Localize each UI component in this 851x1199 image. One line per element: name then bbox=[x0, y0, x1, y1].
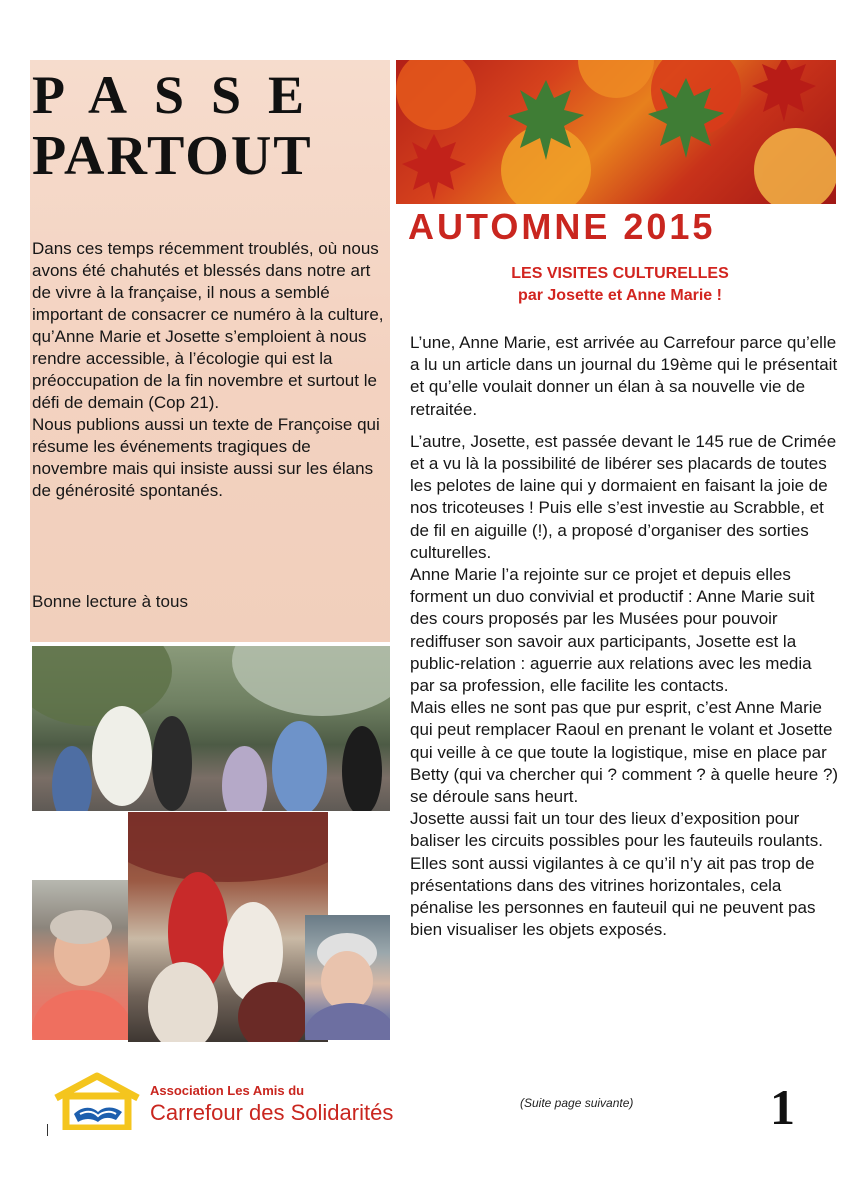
house-handshake-icon bbox=[52, 1072, 142, 1130]
continued-note: (Suite page suivante) bbox=[520, 1096, 634, 1110]
article-paragraph-3: Anne Marie l’a rejointe sur ce projet et depuis elles forment un duo convivial et productif : Anne Marie suit des cours proposés par les Musées pour pouvoir rediffuser son savoir aux participants, Josette est la public-relation : aguerrie aux relations avec les media par sa profession, elle facilite les contacts. bbox=[410, 565, 815, 696]
organization-line-2: Carrefour des Solidarités bbox=[150, 1100, 394, 1125]
organization-line-1: Association Les Amis du bbox=[150, 1083, 305, 1098]
intro-paragraph-2: Nous publions aussi un texte de Françoise qui résume les événements tragiques de novembre mais qui insiste aussi sur les élans de générosité spontanés. bbox=[32, 415, 380, 500]
maple-leaves-icon bbox=[396, 60, 836, 204]
issue-season: AUTOMNE 2015 bbox=[408, 206, 716, 247]
article-byline: par Josette et Anne Marie ! bbox=[518, 287, 722, 304]
intro-text bbox=[32, 238, 388, 502]
photo-group-visit bbox=[32, 646, 390, 811]
article-paragraph-5: Josette aussi fait un tour des lieux d’exposition pour baliser les circuits possibles pour les fauteuils roulants. Elles sont aussi vigilantes à ce qu’il n’y ait pas trop de présentations dans des vitrines horizontales, cela pénalise les personnes en fauteuil qui ne peuvent pas bien visualiser les objets exposés. bbox=[410, 809, 823, 940]
article-paragraph-4: Mais elles ne sont pas que pur esprit, c’est Anne Marie qui peut remplacer Raoul en prenant le volant et Josette qui veille à ce que toute la logistique, mise en place par Betty (qui va chercher qui ? comment ? à quelle heure ?) se déroule sans heurt. bbox=[410, 698, 839, 807]
article-paragraph-2: L’autre, Josette, est passée devant le 145 rue de Crimée et a vu là la possibilité de libérer ses placards de toutes les pelotes de laine qui y dormaient en faisant la joie de nos tricoteuses ! Puis elle s’est investie au Scrabble, et de fil en aiguille (!), a proposé d’organiser des sorties culturelles. bbox=[410, 431, 837, 562]
intro-paragraph-1: Dans ces temps récemment troublés, où nous avons été chahutés et blessés dans notre art de vivre à la française, il nous a semblé important de consacrer ce numéro à la culture, qu’Anne Marie et Josette s’emploient à nous rendre accessible, à l’écologie qui est la préoccupation de la fin novembre et surtout le défi de demain (Cop 21). bbox=[32, 239, 384, 412]
photo-portrait-josette bbox=[305, 915, 390, 1040]
masthead-title-line1: PASSE bbox=[32, 65, 332, 125]
article-body bbox=[410, 332, 840, 941]
intro-signoff: Bonne lecture à tous bbox=[32, 592, 188, 611]
article-heading bbox=[410, 263, 830, 307]
photo-carousel bbox=[128, 812, 328, 1042]
masthead-title-line2: PARTOUT bbox=[32, 125, 313, 187]
page-number: 1 bbox=[770, 1079, 795, 1135]
photo-portrait-anne-marie bbox=[32, 880, 128, 1040]
article-paragraph-1: L’une, Anne Marie, est arrivée au Carrefour parce qu’elle a lu un article dans un journal du 19ème qui le présentait et qu’elle voulait donner un élan à sa nouvelle vie de retraitée. bbox=[410, 333, 838, 419]
article-title: LES VISITES CULTURELLES bbox=[511, 265, 729, 282]
organization-name bbox=[150, 1083, 393, 1126]
autumn-leaves-banner bbox=[396, 60, 836, 204]
text-cursor-mark bbox=[47, 1124, 48, 1136]
